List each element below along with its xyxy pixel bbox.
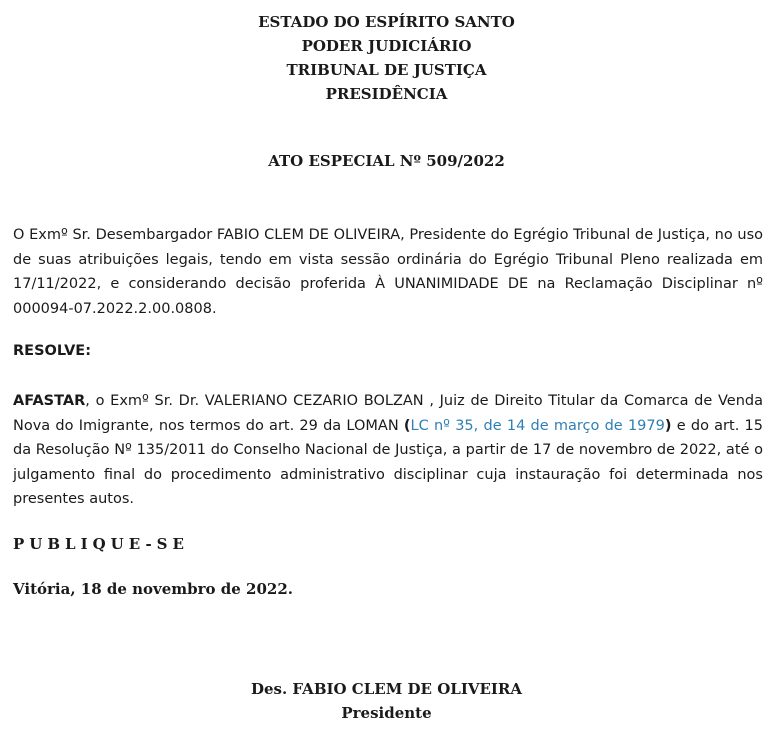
- loman-law-link[interactable]: LC nº 35, de 14 de março de 1979: [410, 417, 665, 434]
- header-power: PODER JUDICIÁRIO: [301, 37, 472, 55]
- signature-block: [0, 677, 773, 725]
- header-presidency: PRESIDÊNCIA: [325, 85, 448, 103]
- header-court: TRIBUNAL DE JUSTIÇA: [286, 61, 487, 79]
- header-state: ESTADO DO ESPÍRITO SANTO: [258, 13, 515, 31]
- decision-text-2: e do art. 15 da Resolução Nº 135/2011 do Conselho Nacional de Justiça, a partir de 17 de novembro de 2022, até o julgamento final do procedimento administrativo disciplinar cuja instauração foi determinada nos presentes autos.: [13, 417, 763, 507]
- decision-text-1: , o Exmº Sr. Dr. VALERIANO CEZARIO BOLZAN , Juiz de Direito Titular da Comarca de Venda Nova do Imigrante, nos termos do art. 29 da LOMAN: [13, 393, 763, 434]
- decision-lead: AFASTAR: [13, 393, 86, 409]
- decision-paragraph: [13, 389, 763, 512]
- signatory-name: Des. FABIO CLEM DE OLIVEIRA: [250, 680, 523, 698]
- resolve-heading: RESOLVE:: [13, 343, 92, 359]
- act-title: ATO ESPECIAL Nº 509/2022: [268, 152, 505, 170]
- paren-close: ): [664, 417, 672, 434]
- document-header: [0, 10, 773, 106]
- document-date: Vitória, 18 de novembro de 2022.: [13, 580, 294, 598]
- preamble-paragraph: O Exmº Sr. Desembargador FABIO CLEM DE OLIVEIRA, Presidente do Egrégio Tribunal de Justiça, no uso de suas atribuições legais, tendo em vista sessão ordinária do Egrégio Tribunal Pleno realizada em 17/11/2022, e considerando decisão proferida À UNANIMIDADE DE na Reclamação Disciplinar nº 000094-07.2022.2.00.0808.: [13, 227, 763, 317]
- signatory-role: Presidente: [341, 704, 432, 722]
- paren-open: (: [403, 417, 411, 434]
- publish-notice: PUBLIQUE-SE: [13, 535, 189, 553]
